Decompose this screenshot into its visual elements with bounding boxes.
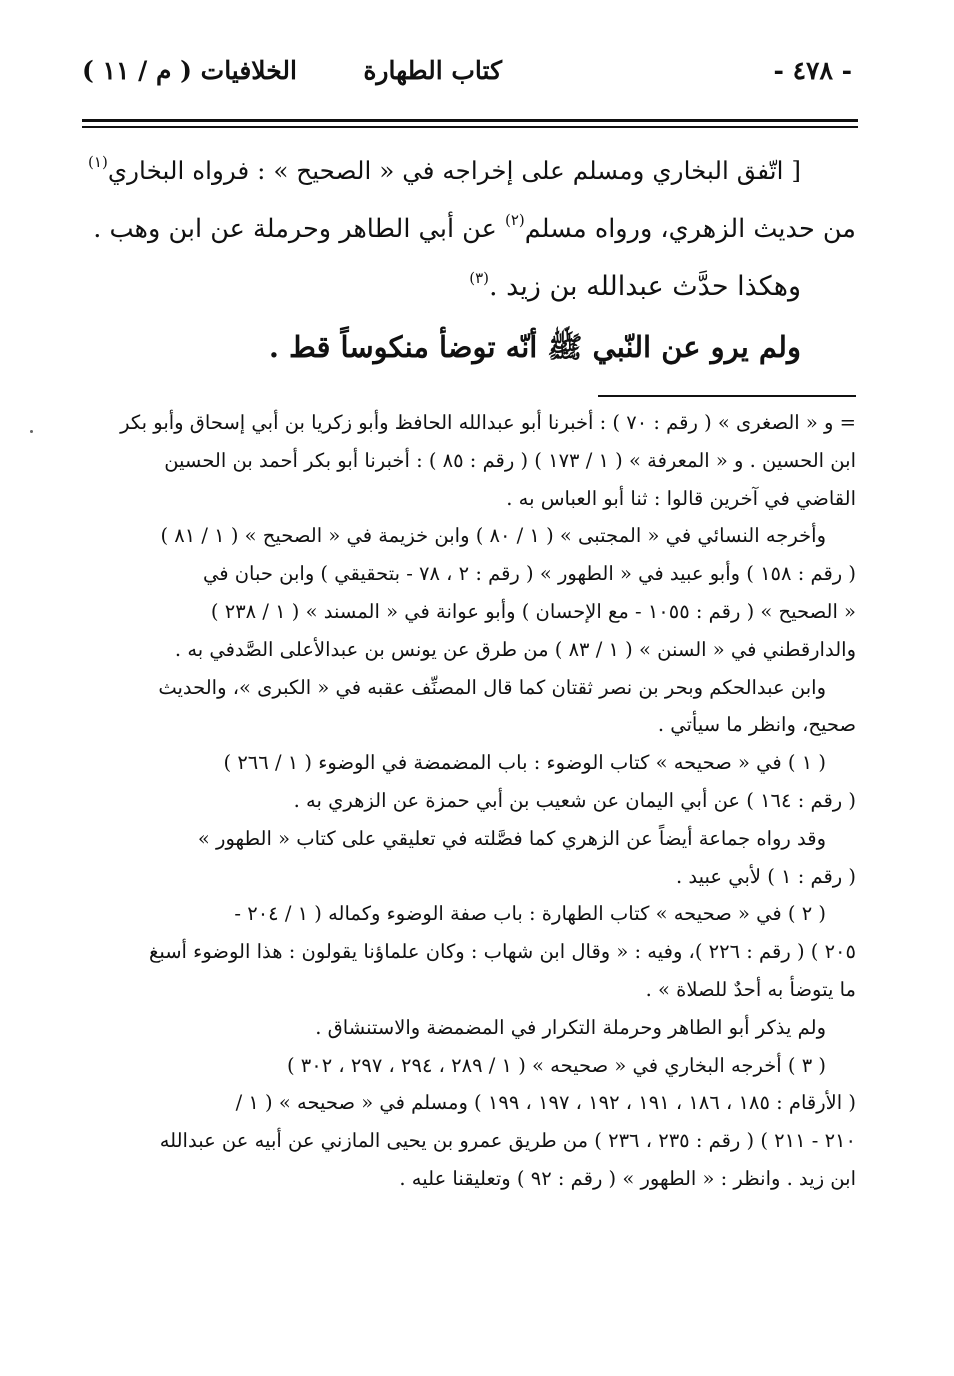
header-rule-thick: [82, 119, 858, 122]
main-text-line: [86, 316, 856, 378]
main-text-line: [86, 142, 856, 200]
book-title: كتاب الطهارة: [363, 56, 502, 85]
footnote-line: وابن عبدالحكم وبحر بن نصر ثقتان كما قال المصنِّف عقبه في « الكبرى »، والحديث: [158, 675, 826, 699]
footnote-line: القاضي في آخرين قالوا : ثنا أبو العباس به .: [506, 486, 856, 510]
footnote-line: والدارقطني في « السنن » ( ١ / ٨٣ ) من طرق عن يونس بن عبدالأعلى الصَّدفي به .: [174, 637, 856, 661]
footnote-line: ( ٣ ) أخرجه البخاري في « صحيحه » ( ١ / ٢٨٩ ، ٢٩٤ ، ٢٩٧ ، ٣٠٢ ): [286, 1053, 826, 1077]
footnote-line: ابن زيد . وانظر : « الطهور » ( رقم : ٩٢ ) وتعليقنا عليه .: [399, 1166, 856, 1190]
main-text-block: [86, 142, 856, 378]
footnote-line: ( رقم : ١٥٨ ) وأبو عبيد في « الطهور » ( رقم : ٢ ، ٧٨ - بتحقيقي ) وابن حبان في: [202, 562, 856, 586]
footnote-line: « الصحيح » ( رقم : ١٠٥٥ - مع الإحسان ) وأبو عوانة في « المسند » ( ١ / ٢٣٨ ): [210, 599, 856, 623]
footnote-line: ما يتوضأ به أحدٌ للصلاة » .: [645, 977, 856, 1001]
running-subtitle: الخلافيات ( م / ١١ ): [82, 56, 297, 85]
footnote-line: ولم يذكر أبو الطاهر وحرملة التكرار في المضمضة والاستنشاق .: [315, 1015, 826, 1039]
main-text-span: [ اتّفق البخاري ومسلم على إخراجه في « الصحيح » : فرواه البخاري: [107, 156, 801, 185]
page-number: - ٤٧٨ -: [773, 56, 852, 85]
footnote-line: ابن الحسين . و « المعرفة » ( ١ / ١٧٣ ) ( رقم : ٨٥ ) : أخبرنا أبو بكر أحمد بن الحسين: [164, 448, 856, 472]
main-text-span: ولم يرو عن النّبي ﷺ أنّه توضأ منكوساً قط .: [268, 330, 801, 364]
footnote-line: ( ٢ ) في « صحيحه » كتاب الطهارة : باب صفة الوضوء وكماله ( ١ / ٢٠٤ -: [234, 902, 826, 926]
main-text-line: [86, 200, 856, 258]
footnote-line: ( رقم : ١٦٤ ) عن أبي اليمان عن شعيب بن أبي حمزة عن الزهري به .: [293, 788, 856, 812]
main-text-span: وهكذا حدَّث عبدالله بن زيد .: [488, 271, 801, 302]
main-text-line: [86, 258, 856, 316]
footnote-line: ٢٠٥ ) ( رقم : ٢٢٦ )، وفيه : « وقال ابن شهاب : وكان علماؤنا يقولون : هذا الوضوء أسبغ: [148, 940, 856, 964]
footnote-line: ( الأرقام : ١٨٥ ، ١٨٦ ، ١٩١ ، ١٩٢ ، ١٩٧ ، ١٩٩ ) ومسلم في « صحيحه » ( ١ /: [235, 1091, 856, 1115]
margin-speck: [30, 430, 33, 433]
footnote-line: ٢١٠ - ٢١١ ) ( رقم : ٢٣٥ ، ٢٣٦ ) من طريق عمرو بن يحيى المازني عن أبيه عن عبدالله: [159, 1129, 856, 1153]
footnote-marker: (٢): [504, 211, 525, 229]
header-rule-thin: [82, 126, 858, 128]
footnote-separator: [598, 395, 856, 397]
footnote-marker: (٣): [469, 269, 489, 287]
footnote-marker: (١): [88, 153, 108, 171]
footnote-line: صحيح، وانظر ما سيأتي .: [657, 713, 856, 737]
footnote-line: ( ١ ) في « صحيحه » كتاب الوضوء : باب المضمضة في الوضوء ( ١ / ٢٦٦ ): [223, 751, 826, 775]
page-header: [80, 52, 860, 92]
footnote-line: وقد رواه جماعة أيضاً عن الزهري كما فصَّلته في تعليقي على كتاب « الطهور »: [197, 826, 826, 850]
footnote-line: وأخرجه النسائي في « المجتبى » ( ١ / ٨٠ ) وابن خزيمة في « الصحيح » ( ١ / ٨١ ): [160, 524, 826, 548]
main-text-span: عن أبي الطاهر وحرملة عن ابن وهب .: [93, 214, 505, 244]
footnote-line: ( رقم : ١ ) لأبي عبيد .: [675, 864, 856, 888]
main-text-span: من حديث الزهري، ورواه مسلم: [524, 214, 856, 244]
footnote-line: = و « الصغرى » ( رقم : ٧٠ ) : أخبرنا أبو عبدالله الحافظ وأبو زكريا بن أبي إسحاق وأبو بكر: [120, 411, 856, 434]
footnotes-block: [86, 404, 856, 1198]
